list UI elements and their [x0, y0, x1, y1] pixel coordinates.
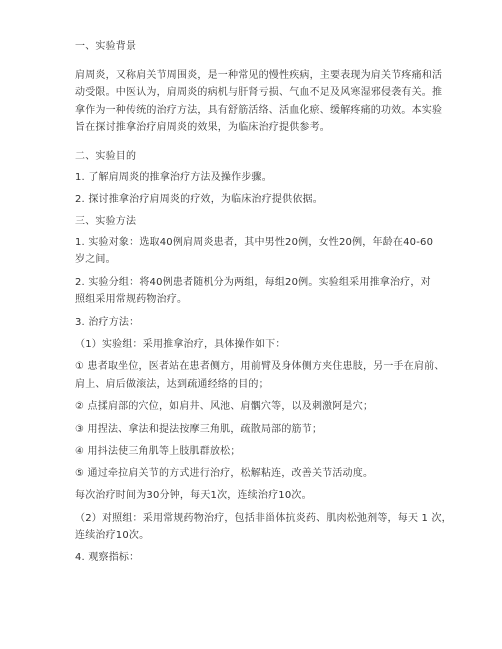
step-item: ① 患者取坐位，医者站在患者侧方，用前臂及身体侧方夹住患肢，另一手在肩前、 [75, 361, 445, 372]
sub-item-continuation: 连续治疗10次。 [75, 530, 150, 541]
list-item-continuation: 岁之间。 [75, 254, 116, 265]
list-item: 2. 探讨推拿治疗肩周炎的疗效，为临床治疗提供依据。 [75, 194, 323, 205]
list-item-continuation: 照组采用常规药物治疗。 [75, 294, 188, 305]
section-heading-method: 三、实验方法 [75, 216, 137, 227]
sub-item: （1）实验组：采用推拿治疗，具体操作如下： [75, 339, 286, 350]
section-heading-background: 一、实验背景 [75, 41, 137, 52]
step-item: ⑤ 通过牵拉肩关节的方式进行治疗，松解粘连，改善关节活动度。 [75, 468, 374, 479]
section-heading-purpose: 二、实验目的 [75, 151, 137, 162]
paragraph-line: 肩周炎，又称肩关节周围炎，是一种常见的慢性疾病，主要表现为肩关节疼痛和活 [75, 70, 443, 81]
paragraph-line: 旨在探讨推拿治疗肩周炎的效果，为临床治疗提供参考。 [75, 122, 330, 133]
list-item: 1. 了解肩周炎的推拿治疗方法及操作步骤。 [75, 172, 272, 183]
step-item: ③ 用捏法、拿法和提法按摩三角肌，疏散局部的筋节； [75, 424, 323, 435]
list-item: 2. 实验分组：将40例患者随机分为两组，每组20例。实验组采用推拿治疗，对 [75, 277, 431, 288]
list-item: 3. 治疗方法： [75, 317, 140, 328]
list-item: 1. 实验对象：选取40例肩周炎患者，其中男性20例，女性20例，年龄在40-60 [75, 237, 434, 248]
step-item: ② 点揉肩部的穴位，如肩井、风池、肩髃穴等，以及刺激阿是穴； [75, 401, 374, 412]
paragraph-line: 动受限。中医认为，肩周炎的病机与肝肾亏损、气血不足及风寒湿邪侵袭有关。推 [75, 87, 443, 98]
list-item: 4. 观察指标： [75, 552, 140, 563]
step-item-continuation: 肩上、肩后做滚法，达到疏通经络的目的； [75, 379, 269, 390]
paragraph-line: 每次治疗时间为30分钟，每天1次，连续治疗10次。 [75, 490, 312, 501]
paragraph-line: 拿作为一种传统的治疗方法，具有舒筋活络、活血化瘀、缓解疼痛的功效。本实验 [75, 105, 443, 116]
step-item: ④ 用抖法使三角肌等上肢肌群放松； [75, 446, 241, 457]
sub-item: （2）对照组：采用常规药物治疗，包括非甾体抗炎药、肌肉松弛剂等，每天 1 次， [75, 513, 452, 524]
